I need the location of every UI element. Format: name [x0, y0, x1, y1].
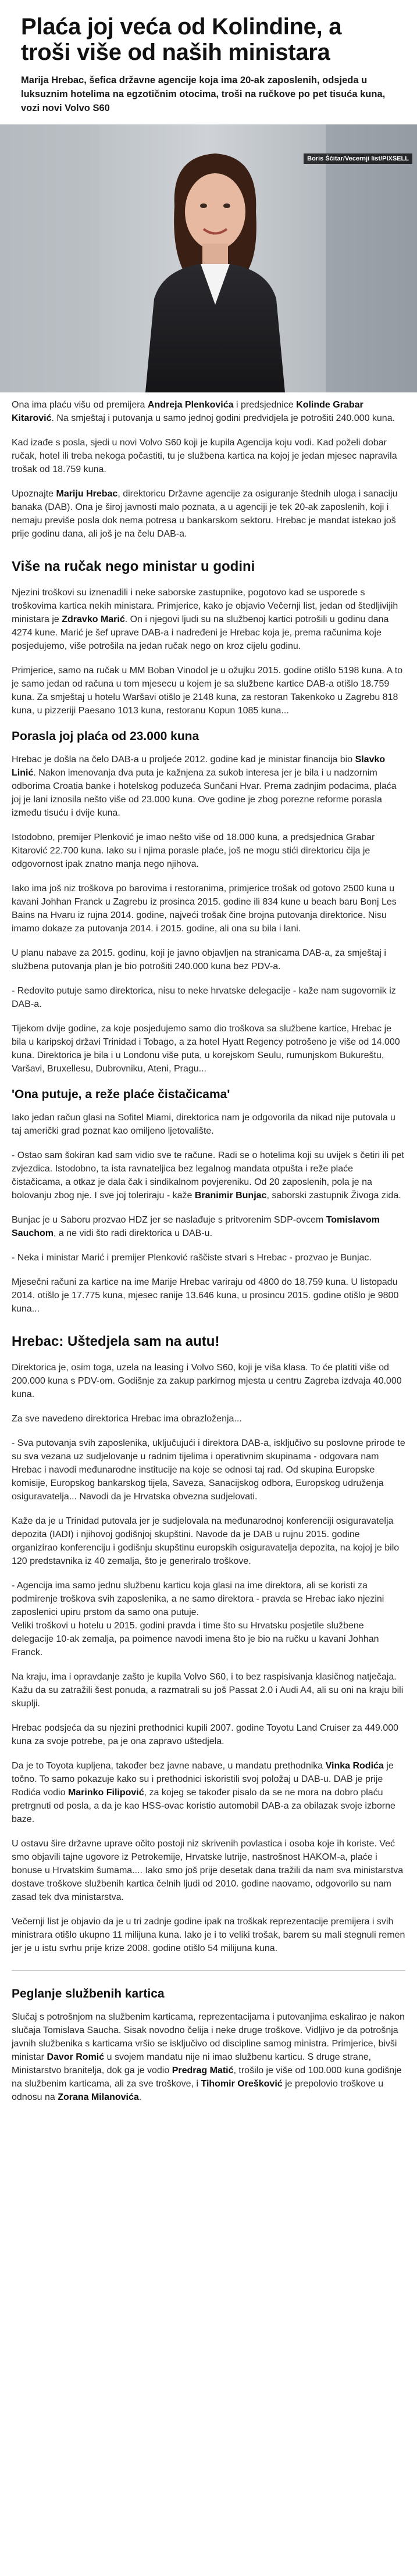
article-paragraph: Hrebac podsjeća da su njezini prethodnici kupili 2007. godine Toyotu Land Cruiser za 449.000 kuna za svoje potrebe, pa je ona zapravo uštedjela. [12, 1723, 399, 1746]
article-paragraph: Iako ima još niz troškova po barovima i restoranima, primjerice trošak od gotovo 2500 kuna u kavani Johhan Franck u Zagrebu iz prosinca 2015. godine ili 834 kune u beach baru Bonj Les Bains na Hvaru iz rujna 2014. godine, najveći trošak čine brojna putovanja direktorice. Nisu imamo dokaze za putovanja 2014. i 2015. godine, ali ona su bila i lani. [12, 884, 397, 934]
section-divider [12, 1970, 405, 1971]
article-paragraph: Hrebac je došla na čelo DAB-a u proljeće 2012. godine kad je ministar financija bio Slavko Linić. Nakon imenovanja dva puta je kažnjena za sukob interesa jer je bila i u nadzornim odborima Croatia banke i hotelskog poduzeća Sunčani Hvar. Prema zadnjim podacima, plaća joj je lani iznosila nešto više od 23.000 kuna. Ove godine je zbog porezne reforme porasla između tisuću i dvije kuna. [12, 755, 397, 818]
article-paragraph: U planu nabave za 2015. godinu, koji je javno objavljen na stranicama DAB-a, za smještaj i službena putovanja plan je bio potrošiti 240.000 kuna bez PDV-a. [12, 948, 386, 971]
article-paragraph: Istodobno, premijer Plenković je imao nešto više od 18.000 kuna, a predsjednica Grabar Kitarović 22.700 kuna. Iako su i njima porasle plaće, još ne mogu stići direktoricu čija je odgovornost ipak znatno manja nego njihova. [12, 833, 375, 869]
article-headline: Plaća joj veća od Kolindine, a troši više od naših ministara [21, 14, 342, 65]
portrait-illustration [0, 124, 417, 392]
article-paragraph: Slučaj s potrošnjom na službenim karticama, reprezentacijama i putovanjima eskalirao je nakon slučaja Tomislava Saucha. Sisak novodno čelija i neke druge troškove. Vidljivo je da potrošnja javnih službenika s karticama vršio se isključivo od discipline samog ministra. Primjerice, bivši ministar Davor Romić u svojem mandatu nije ni imao službenu karticu. S druge strane, Ministarstvo branitelja, dok ga je vodio Predrag Matić, trošilo je više od 100.000 kuna godišnje na službenim karticama, ali za sve troškove, i Tihomir Orešković je prepolovio troškove u odnosu na Zorana Milanovića. [12, 2012, 405, 2102]
section-heading: Peglanje službenih kartica [12, 1987, 165, 2000]
article-paragraph: Iako jedan račun glasi na Sofitel Miami, direktorica nam je odgovorila da nikad nije putovala u taj američki grad poznat kao omiljeno ljetovalište. [12, 1113, 395, 1136]
hero-photo[interactable] [0, 124, 417, 392]
photo-credit: Boris Ščitar/Vecernji list/PIXSELL [304, 153, 412, 164]
article-paragraph: Kaže da je u Trinidad putovala jer je sudjelovala na međunarodnoj konferenciji osiguravatelja depozita (IADI) i njihovoj godišnjoj skupštini. Navode da je DAB u rujnu 2015. godine organizirao konferenciju i godišnju skupštinu europskih osiguravatelja depozita, na kojoj je bilo 120 predstavnika iz 40 zemalja, što je generiralo troškove. [12, 1516, 400, 1566]
article-paragraph: Na kraju, ima i opravdanje zašto je kupila Volvo S60, i to bez raspisivanja klasičnog natječaja. Kažu da su zatražili šest ponuda, a razmatrali su još Passat 2.0 i Audi A4, ali su oni na kraju bili skuplji. [12, 1672, 404, 1709]
article-paragraph: - Agencija ima samo jednu službenu karticu koja glasi na ime direktora, ali se koristi za podmirenje troškova svih zaposlenika, a ne samo direktora - pravda se Hrebac iako njezini zaposlenici upiru prstom da samo ona putuje. Veliki troškovi u hotelu u 2015. godini pravda i time što su Hrvatsku posjetile službene delegacije 10-ak zemalja, pa poimence navodi imena što je bio na ručku u kavani Johhan Franck. [12, 1581, 384, 1657]
article-paragraph: U ostavu šire državne uprave očito postoji niz skrivenih povlastica i osoba koje ih koriste. Već smo objavili tajne ugovore iz Petrokemije, Hrvatske lutrije, nastrošnost HAKOM-a, plaće i bonuse u Hrvatskim šumama.... Iako smo još prije desetak dana tražili da nam sva ministarstva dostave troškove službenih kartica čelnih ljudi od 2010. godine naovamo, odgovorilo su nam zasad tek dva ministarstva. [12, 1839, 404, 1902]
article-paragraph: - Sva putovanja svih zaposlenika, uključujući i direktora DAB-a, isključivo su poslovne prirode te su sva vezana uz sudjelovanje u radnim tijelima i operativnim skupinama - odgovara nam Hrebac i navodi međunarodne institucije na koje se odnosi taj rad. Od skupina Europske komisije, Europskog bankarskog tijela, Saveza, Sanacijskog odbora, Europskog udruženja osiguravatelja... Navodi da je Hrvatska obvezna sudjelovati. [12, 1438, 405, 1502]
article-paragraph: - Ostao sam šokiran kad sam vidio sve te račune. Radi se o hotelima koji su uvijek s četiri ili pet zvjezdica. Istodobno, ta ista ravnateljica bez legalnog mandata otpušta i reže plaće čistačicama, a otkaz je dala čak i sindikalnom povjereniku. Od 20 zaposlenih, pola je na bolovanju zbog nje. I sve joj toleriraju - kaže Branimir Bunjac, saborski zastupnik Živoga zida. [12, 1151, 404, 1201]
article-paragraph: Ona ima plaću višu od premijera Andreja Plenkovića i predsjednice Kolinde Grabar Kitarović. Na smještaj i putovanja u samo jednoj godini predvidjela je potrošiti 240.000 kuna. [12, 400, 395, 423]
article-body [0, 392, 417, 2132]
section-heading: Hrebac: Uštedjela sam na autu! [12, 1334, 220, 1349]
article-paragraph: Kad izađe s posla, sjedi u novi Volvo S60 koji je kupila Agencija koju vodi. Kad poželi dobar ručak, hotel ili treba nekoga počastiti, tu je službena kartica na kojoj je jedan mjesec napravila trošak od 18.759 kuna. [12, 438, 397, 474]
article-paragraph: Tijekom dvije godine, za koje posjedujemo samo dio troškova sa službene kartice, Hrebac je bila u karipskoj državi Trinidad i Tobago, a za hotel Hyatt Regency potrošeno je više od 14.000 kuna. Direktorica je bila i u Londonu više puta, u korejskom Seulu, rumunjskom Bukureštu, Varšavi, Bruxellesu, Dubrovniku, Ateni, Pragu... [12, 1024, 400, 1074]
article-paragraph: Večernji list je objavio da je u tri zadnje godine ipak na troškak reprezentacije premijera i svih ministrara otišlo ukupno 11 milijuna kuna. Iako je i to veliki trošak, barem su mali stegnuli remen jer je u istu svrhu prije krize 2008. godine otišlo 54 milijuna kuna. [12, 1917, 405, 1953]
article-paragraph: Njezini troškovi su iznenadili i neke saborske zastupnike, pogotovo kad se usporede s troškovima kartica nekih ministara. Primjerice, kako je objavio Večernji list, jedan od štedljivijih ministara je Zdravko Marić. On i njegovi ljudi su na službenoj kartici potrošili u godinu dana 4274 kune. Marić je šef upravе DAB-a i nadređeni je Hrebac koja je, prema računima koje posjedujemo, više potrošila na jedan ručak nego on kroz cijelu godinu. [12, 588, 398, 651]
article-paragraph: Za sve navedeno direktorica Hrebac ima obrazloženja... [12, 1414, 242, 1424]
article-paragraph: Bunjac je u Saboru prozvao HDZ jer se naslađuje s pritvorenim SDP-ovcem Tomislavom Sauchom, a ne vidi što radi direktorica u DAB-u. [12, 1215, 380, 1238]
article-paragraph: Da je to Toyota kupljena, također bez javne nabave, u mandatu prethodnika Vinka Rodića je točno. To samo pokazuje kako su i prethodnici iskoristili svoj položaj u DAB-u. DAB je prije Rodića vodio Marinko Filipović, za kojeg se također pisalo da se ne mora na dobro plaću pretrgnuti od posla, a da je kao HSS-ovac koristio automobil DAB-a za obilazak svoje izborne baze. [12, 1761, 395, 1824]
article-paragraph: - Redovito putuje samo direktorica, nisu to neke hrvatske delegacije - kaže nam sugovornik iz DAB-a. [12, 986, 396, 1009]
article-paragraph: Direktorica je, osim toga, uzela na leasing i Volvo S60, koji je viša klasa. To će platiti više od 200.000 kuna s PDV-om. Godišnje za zakup parkirnog mjesta u centru Zagreba izdvaja 40.000 kuna. [12, 1363, 402, 1399]
section-heading: 'Ona putuje, a reže plaće čistačicama' [12, 1088, 230, 1101]
article-paragraph: Primjerice, samo na ručak u MM Boban Vinodol je u ožujku 2015. godine otišlo 5198 kuna. A to je samo jedan od računa u tom mjesecu u kojem je sa službene kartice DAB-a otišlo 18.759 kuna. Za smještaj u hotelu Waršavi otišlo je 2148 kuna, za restoran Takenkoko u Zagrebu 818 kuna, u pizzeriji Paesano 1013 kuna, restoranu Kopun 1085 kuna... [12, 666, 403, 716]
article-paragraph: Upoznajte Mariju Hrebac, direktoricu Državne agencije za osiguranje štednih uloga i sanaciju banaka (DAB). Ona je široj javnosti malo poznata, a u agenciji je tek 20-ak zaposlenih, koji i nemaju previše posla dok nema potresa u bankarskom sektoru. Hrebac je mandat istekao još prije godinu dana, ali još je na čelu DAB-a. [12, 489, 398, 539]
article-paragraph: Mjesečni računi za kartice na ime Marije Hrebac variraju od 4800 do 18.759 kuna. U listopadu 2014. otišlo je 17.775 kuna, mjesec ranije 13.646 kuna, u prosincu 2015. godine otišlo je 9800 kuna... [12, 1277, 399, 1314]
article-paragraph: - Neka i ministar Marić i premijer Plenković raščiste stvari s Hrebac - prozvao je Bunjac. [12, 1253, 372, 1263]
section-heading: Više na ručak nego ministar u godini [12, 559, 255, 574]
article-lead: Marija Hrebac, šefica državne agencije koja ima 20-ak zaposlenih, odsjeda u luksuznim hotelima na egzotičnim otocima, troši na ručkove po pet tisuća kuna, vozi novi Volvo S60 [21, 75, 386, 113]
section-heading: Porasla joj plaća od 23.000 kuna [12, 730, 199, 743]
